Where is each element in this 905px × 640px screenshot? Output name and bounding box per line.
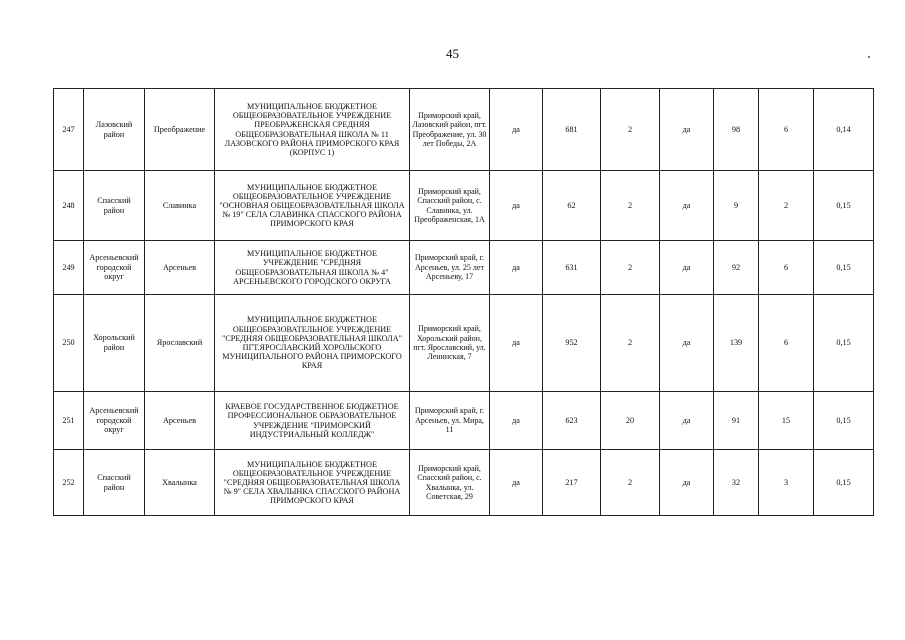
flag-cell: да (490, 392, 543, 450)
flag-cell: да (490, 89, 543, 171)
table-row (54, 89, 874, 171)
address-cell: Приморский край, Спасский район, с. Славинка, ул. Преображенская, 1А (410, 171, 490, 241)
ratio-cell: 0,15 (814, 392, 874, 450)
ratio-cell: 0,15 (814, 295, 874, 392)
locality-cell: Хвалынка (145, 450, 215, 516)
count-cell: 681 (543, 89, 601, 171)
ratio-cell: 0,15 (814, 171, 874, 241)
locality-cell: Ярославский (145, 295, 215, 392)
table-row (54, 171, 874, 241)
flag-cell: да (490, 295, 543, 392)
row-number: 248 (54, 171, 84, 241)
organization-cell: МУНИЦИПАЛЬНОЕ БЮДЖЕТНОЕ УЧРЕЖДЕНИЕ "СРЕДНЯЯ ОБЩЕОБРАЗОВАТЕЛЬНАЯ ШКОЛА № 4" АРСЕНЬЕВСКОГО ГОРОДСКОГО ОКРУГА (215, 241, 410, 295)
row-number: 250 (54, 295, 84, 392)
count-cell: 2 (601, 295, 660, 392)
corner-mark (868, 56, 870, 58)
count-cell: 2 (759, 171, 814, 241)
organization-cell: МУНИЦИПАЛЬНОЕ БЮДЖЕТНОЕ ОБЩЕОБРАЗОВАТЕЛЬНОЕ УЧРЕЖДЕНИЕ "СРЕДНЯЯ ОБЩЕОБРАЗОВАТЕЛЬНАЯ ШКОЛА" ПГТ.ЯРОСЛАВСКИЙ ХОРОЛЬСКОГО МУНИЦИПАЛЬНОГО РАЙОНА ПРИМОРСКОГО КРАЯ (215, 295, 410, 392)
count-cell: 139 (714, 295, 759, 392)
address-cell: Приморский край, г. Арсеньев, ул. Мира, 11 (410, 392, 490, 450)
address-cell: Приморский край, Хорольский район, пгт. Ярославский, ул. Ленинская, 7 (410, 295, 490, 392)
table-row (54, 241, 874, 295)
organization-cell: МУНИЦИПАЛЬНОЕ БЮДЖЕТНОЕ ОБЩЕОБРАЗОВАТЕЛЬНОЕ УЧРЕЖДЕНИЕ "СРЕДНЯЯ ОБЩЕОБРАЗОВАТЕЛЬНАЯ ШКОЛА № 9" СЕЛА ХВАЛЫНКА СПАССКОГО РАЙОНА ПРИМОРСКОГО КРАЯ (215, 450, 410, 516)
count-cell: 2 (601, 171, 660, 241)
row-number: 249 (54, 241, 84, 295)
district-cell: Лазовский район (84, 89, 145, 171)
count-cell: 952 (543, 295, 601, 392)
row-number: 252 (54, 450, 84, 516)
organization-cell: МУНИЦИПАЛЬНОЕ БЮДЖЕТНОЕ ОБЩЕОБРАЗОВАТЕЛЬНОЕ УЧРЕЖДЕНИЕ ПРЕОБРАЖЕНСКАЯ СРЕДНЯЯ ОБЩЕОБРАЗОВАТЕЛЬНАЯ ШКОЛА № 11 ЛАЗОВСКОГО РАЙОНА ПРИМОРСКОГО КРАЯ (КОРПУС 1) (215, 89, 410, 171)
count-cell: 631 (543, 241, 601, 295)
locality-cell: Славинка (145, 171, 215, 241)
flag-cell: да (660, 450, 714, 516)
flag-cell: да (660, 241, 714, 295)
locality-cell: Арсеньев (145, 392, 215, 450)
locality-cell: Арсеньев (145, 241, 215, 295)
district-cell: Спасский район (84, 450, 145, 516)
schools-table (53, 88, 874, 516)
count-cell: 2 (601, 89, 660, 171)
flag-cell: да (490, 241, 543, 295)
count-cell: 3 (759, 450, 814, 516)
district-cell: Хорольский район (84, 295, 145, 392)
ratio-cell: 0,14 (814, 89, 874, 171)
flag-cell: да (490, 450, 543, 516)
locality-cell: Преображение (145, 89, 215, 171)
count-cell: 98 (714, 89, 759, 171)
organization-cell: КРАЕВОЕ ГОСУДАРСТВЕННОЕ БЮДЖЕТНОЕ ПРОФЕССИОНАЛЬНОЕ ОБРАЗОВАТЕЛЬНОЕ УЧРЕЖДЕНИЕ "ПРИМОРСКИЙ ИНДУСТРИАЛЬНЫЙ КОЛЛЕДЖ" (215, 392, 410, 450)
table-row (54, 450, 874, 516)
ratio-cell: 0,15 (814, 450, 874, 516)
address-cell: Приморский край, Лазовский район, пгт. Преображение, ул. 30 лет Победы, 2А (410, 89, 490, 171)
row-number: 247 (54, 89, 84, 171)
count-cell: 15 (759, 392, 814, 450)
page-number: 45 (446, 46, 459, 61)
count-cell: 623 (543, 392, 601, 450)
district-cell: Арсеньевский городской округ (84, 241, 145, 295)
row-number: 251 (54, 392, 84, 450)
organization-cell: МУНИЦИПАЛЬНОЕ БЮДЖЕТНОЕ ОБЩЕОБРАЗОВАТЕЛЬНОЕ УЧРЕЖДЕНИЕ "ОСНОВНАЯ ОБЩЕОБРАЗОВАТЕЛЬНАЯ ШКОЛА № 19" СЕЛА СЛАВИНКА СПАССКОГО РАЙОНА ПРИМОРСКОГО КРАЯ (215, 171, 410, 241)
count-cell: 217 (543, 450, 601, 516)
ratio-cell: 0,15 (814, 241, 874, 295)
flag-cell: да (660, 89, 714, 171)
address-cell: Приморский край, г. Арсеньев, ул. 25 лет Арсеньеву, 17 (410, 241, 490, 295)
count-cell: 62 (543, 171, 601, 241)
flag-cell: да (660, 295, 714, 392)
count-cell: 32 (714, 450, 759, 516)
count-cell: 2 (601, 450, 660, 516)
count-cell: 2 (601, 241, 660, 295)
address-cell: Приморский край, Спасский район, с. Хвалынка, ул. Советская, 29 (410, 450, 490, 516)
table-row (54, 295, 874, 392)
district-cell: Арсеньевский городской округ (84, 392, 145, 450)
count-cell: 6 (759, 89, 814, 171)
district-cell: Спасский район (84, 171, 145, 241)
flag-cell: да (490, 171, 543, 241)
count-cell: 6 (759, 295, 814, 392)
count-cell: 6 (759, 241, 814, 295)
count-cell: 9 (714, 171, 759, 241)
count-cell: 92 (714, 241, 759, 295)
count-cell: 91 (714, 392, 759, 450)
flag-cell: да (660, 392, 714, 450)
table-row (54, 392, 874, 450)
flag-cell: да (660, 171, 714, 241)
count-cell: 20 (601, 392, 660, 450)
